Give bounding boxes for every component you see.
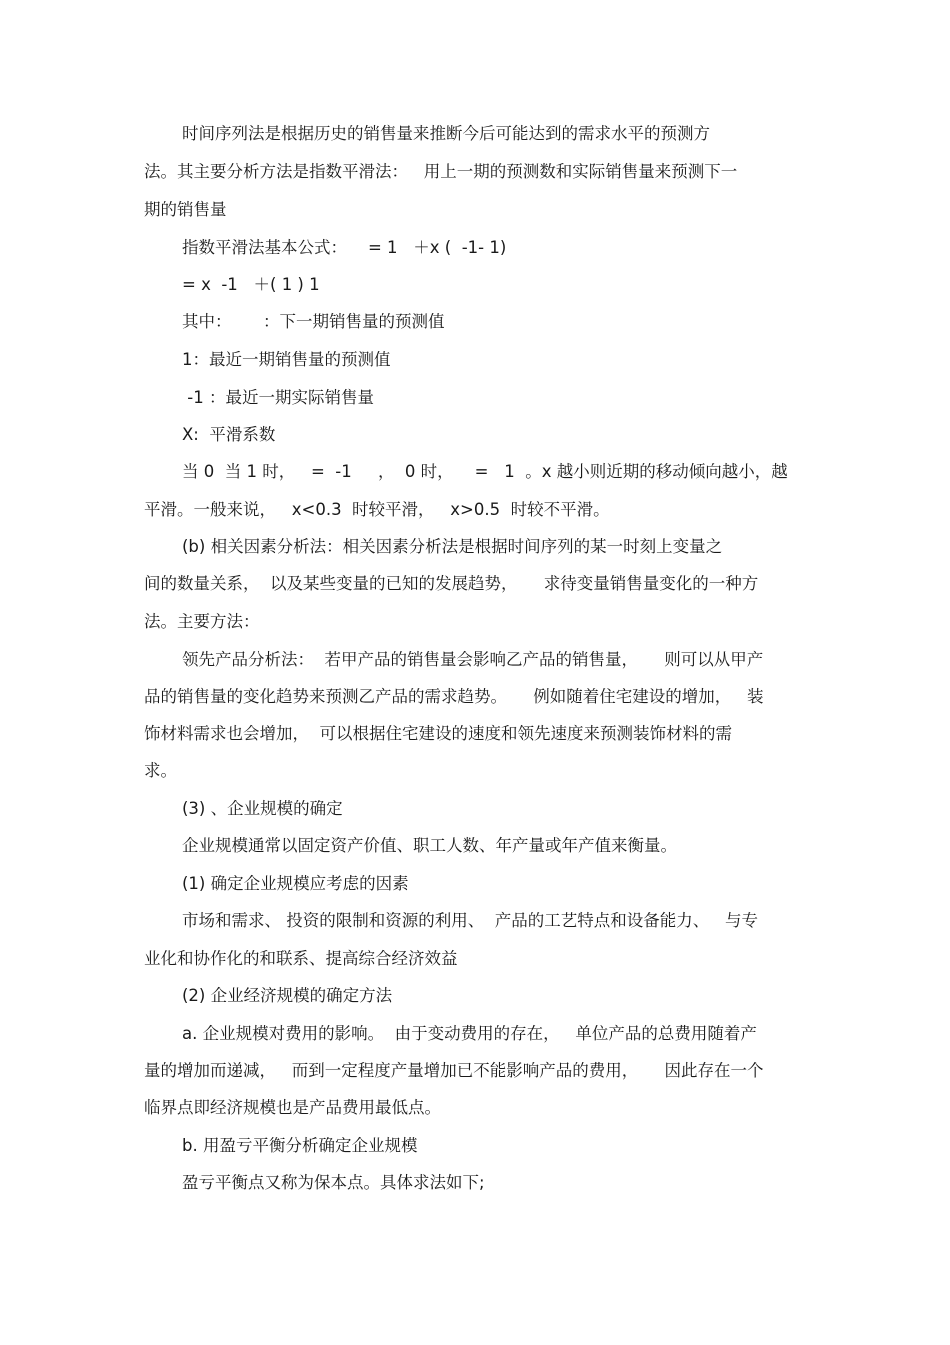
text-line: 法。其主要分析方法是指数平滑法： 用上一期的预测数和实际销售量来预测下一	[144, 162, 738, 181]
text-line: 企业规模通常以固定资产价值、职工人数、年产量或年产值来衡量。	[182, 836, 677, 855]
text-line: 间的数量关系， 以及某些变量的已知的发展趋势， 求待变量销售量变化的一种方	[144, 574, 759, 593]
text-line: 品的销售量的变化趋势来预测乙产品的需求趋势。 例如随着住宅建设的增加， 装	[144, 687, 764, 706]
text-line: X: 平滑系数	[182, 425, 276, 444]
text-line: b. 用盈亏平衡分析确定企业规模	[182, 1136, 418, 1155]
text-line: (b) 相关因素分析法：相关因素分析法是根据时间序列的某一时刻上变量之	[182, 537, 723, 556]
text-line: 指数平滑法基本公式： = 1 ＋x ( -1- 1)	[182, 238, 507, 257]
subsection-heading: (1) 确定企业规模应考虑的因素	[182, 874, 409, 893]
text-line: 法。主要方法：	[144, 612, 260, 631]
text-line: 其中： ：下一期销售量的预测值	[182, 312, 445, 331]
text-line: 临界点即经济规模也是产品费用最低点。	[144, 1098, 441, 1117]
text-line: 时间序列法是根据历史的销售量来推断今后可能达到的需求水平的预测方	[182, 124, 710, 143]
text-line: = x -1 ＋( 1 ) 1	[182, 275, 320, 294]
text-line: 1：最近一期销售量的预测值	[182, 350, 391, 369]
text-line: 盈亏平衡点又称为保本点。具体求法如下;	[182, 1173, 485, 1192]
text-line: 当 0 当 1 时， = -1 ， 0 时， = 1 。x 越小则近期的移动倾向越小，越	[182, 462, 788, 481]
text-line: 饰材料需求也会增加， 可以根据住宅建设的速度和领先速度来预测装饰材料的需	[144, 724, 732, 743]
subsection-heading: (2) 企业经济规模的确定方法	[182, 986, 393, 1005]
text-line: a. 企业规模对费用的影响。 由于变动费用的存在， 单位产品的总费用随着产	[182, 1024, 757, 1043]
section-heading: (3) 、企业规模的确定	[182, 799, 343, 818]
text-line: -1 ：最近一期实际销售量	[182, 388, 374, 407]
text-line: 平滑。一般来说， x<0.3 时较平滑， x>0.5 时较不平滑。	[144, 500, 610, 519]
text-line: 业化和协作化的和联系、提高综合经济效益	[144, 949, 458, 968]
text-line: 量的增加而递减， 而到一定程度产量增加已不能影响产品的费用， 因此存在一个	[144, 1061, 764, 1080]
text-line: 求。	[144, 761, 177, 780]
text-line: 期的销售量	[144, 200, 227, 219]
text-line: 领先产品分析法： 若甲产品的销售量会影响乙产品的销售量， 则可以从甲产	[182, 650, 764, 669]
text-line: 市场和需求、 投资的限制和资源的利用、 产品的工艺特点和设备能力、 与专	[182, 911, 758, 930]
